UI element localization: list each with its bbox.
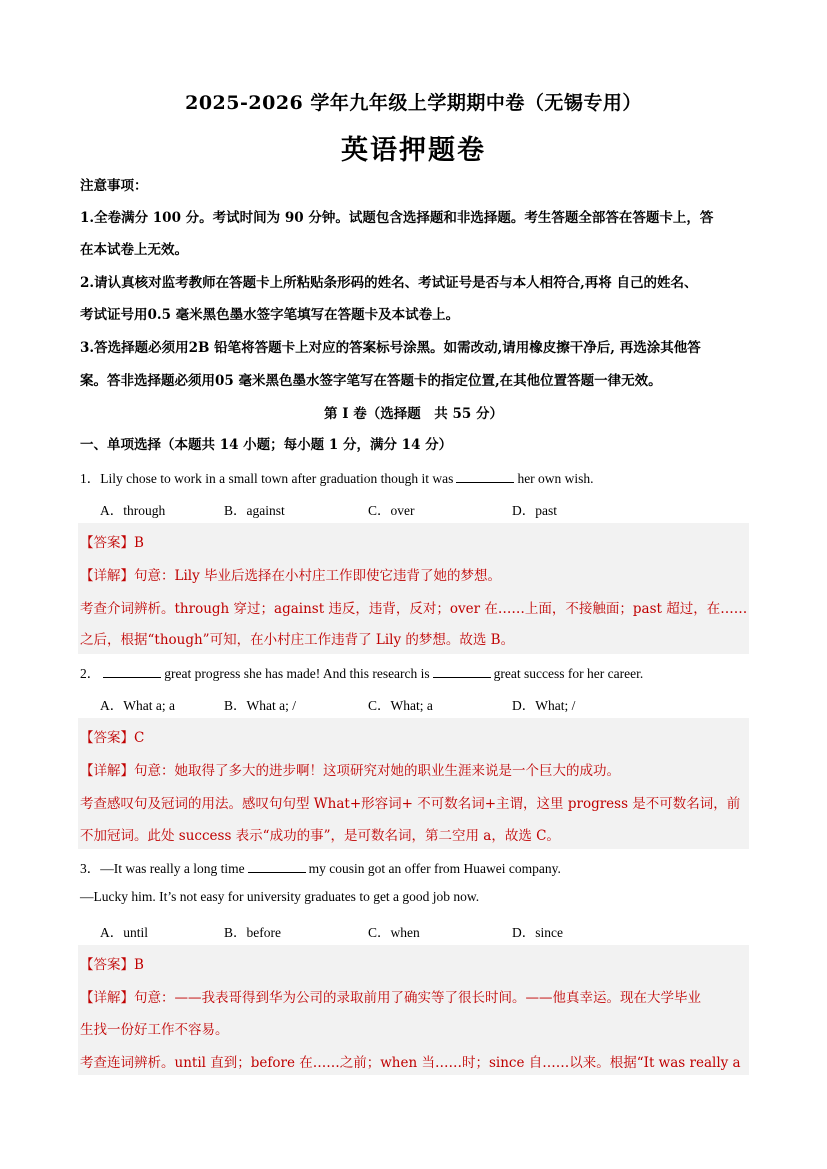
option-b: B．before	[224, 925, 281, 940]
option-a: A．until	[100, 925, 149, 940]
question-stem-text: her own wish.	[517, 471, 594, 486]
option-a: A．through	[100, 503, 166, 518]
question-stem-text: 1．Lily chose to work in a small town after graduation though it was	[80, 471, 454, 486]
notice-line: 案。答非选择题必须用05 毫米黑色墨水签字笔写在答题卡的指定位置,在其他位置答题一律无效。	[80, 373, 662, 389]
option-c: C．What; a	[368, 698, 433, 713]
option-a: A．What a; a	[100, 698, 175, 713]
notice-line: 3.答选择题必须用2B 铅笔将答题卡上对应的答案标号涂黑。如需改动,请用橡皮擦干净后, 再选涂其他答	[80, 340, 701, 356]
answer-explanation: 考查感叹句及冠词的用法。感叹句句型 What+形容词+ 不可数名词+主谓，这里 progress 是不可数名词，前	[80, 796, 741, 812]
answer-explanation: 之后，根据“though”可知，在小村庄工作违背了 Lily 的梦想。故选 B。	[80, 632, 515, 648]
question-stem-text: great progress she has made! And this research is	[164, 666, 430, 681]
question-stem-text: 3．—It was really a long time	[80, 861, 245, 876]
answer-detail: 【详解】句意：Lily 毕业后选择在小村庄工作即使它违背了她的梦想。	[80, 568, 502, 584]
question-stem-text: my cousin got an offer from Huawei company.	[308, 861, 561, 876]
exam-title: 2025-2026 学年九年级上学期期中卷（无锡专用）	[185, 92, 642, 114]
answer-detail: 【详解】句意：——我表哥得到华为公司的录取前用了确实等了很长时间。——他真幸运。现在大学毕业	[80, 990, 701, 1006]
option-d: D．What; /	[512, 698, 576, 713]
option-b: B．What a; /	[224, 698, 296, 713]
option-d: D．since	[512, 925, 563, 940]
notice-line: 2.请认真核对监考教师在答题卡上所粘贴条形码的姓名、考试证号是否与本人相符合,再将 自己的姓名、	[80, 275, 698, 291]
answer-blank	[433, 667, 491, 678]
answer-label: 【答案】B	[80, 957, 144, 973]
question-1-stem	[80, 467, 594, 487]
answer-blank	[248, 862, 306, 873]
question-stem-text: 2．	[80, 666, 101, 681]
answer-blank	[103, 667, 161, 678]
option-b: B．against	[224, 503, 285, 518]
answer-label: 【答案】B	[80, 535, 144, 551]
question-3-stem	[80, 857, 561, 877]
question-2-stem	[80, 662, 643, 682]
answer-blank	[456, 472, 514, 483]
question-3-dialogue: —Lucky him. It’s not easy for university graduates to get a good job now.	[80, 889, 480, 904]
answer-detail: 【详解】句意：她取得了多大的进步啊！这项研究对她的职业生涯来说是一个巨大的成功。	[80, 763, 620, 779]
answer-label: 【答案】C	[80, 730, 145, 746]
question-stem-text: great success for her career.	[493, 666, 644, 681]
exam-subtitle: 英语押题卷	[341, 135, 486, 166]
option-c: C．when	[368, 925, 420, 940]
section-title: 第 I 卷（选择题 共 55 分）	[324, 406, 503, 422]
answer-explanation: 考查介词辨析。through 穿过；against 违反，违背，反对；over 在……上面，不接触面；past 超过，在……	[80, 601, 748, 617]
answer-explanation: 不加冠词。此处 success 表示“成功的事”，是可数名词，第二空用 a，故选 C。	[80, 828, 560, 844]
option-d: D．past	[512, 503, 557, 518]
option-c: C．over	[368, 503, 415, 518]
answer-explanation: 考查连词辨析。until 直到；before 在……之前；when 当……时；since 自……以来。根据“It was really a	[80, 1055, 741, 1071]
notice-line: 考试证号用0.5 毫米黑色墨水签字笔填写在答题卡及本试卷上。	[80, 307, 460, 323]
notice-line: 1.全卷满分 100 分。考试时间为 90 分钟。试题包含选择题和非选择题。考生答题全部答在答题卡上，答	[80, 210, 714, 226]
notice-line: 在本试卷上无效。	[80, 242, 188, 258]
notice-heading: 注意事项：	[80, 178, 148, 194]
part-title: 一、单项选择（本题共 14 小题；每小题 1 分，满分 14 分）	[80, 437, 453, 453]
answer-detail: 生找一份好工作不容易。	[80, 1022, 229, 1038]
